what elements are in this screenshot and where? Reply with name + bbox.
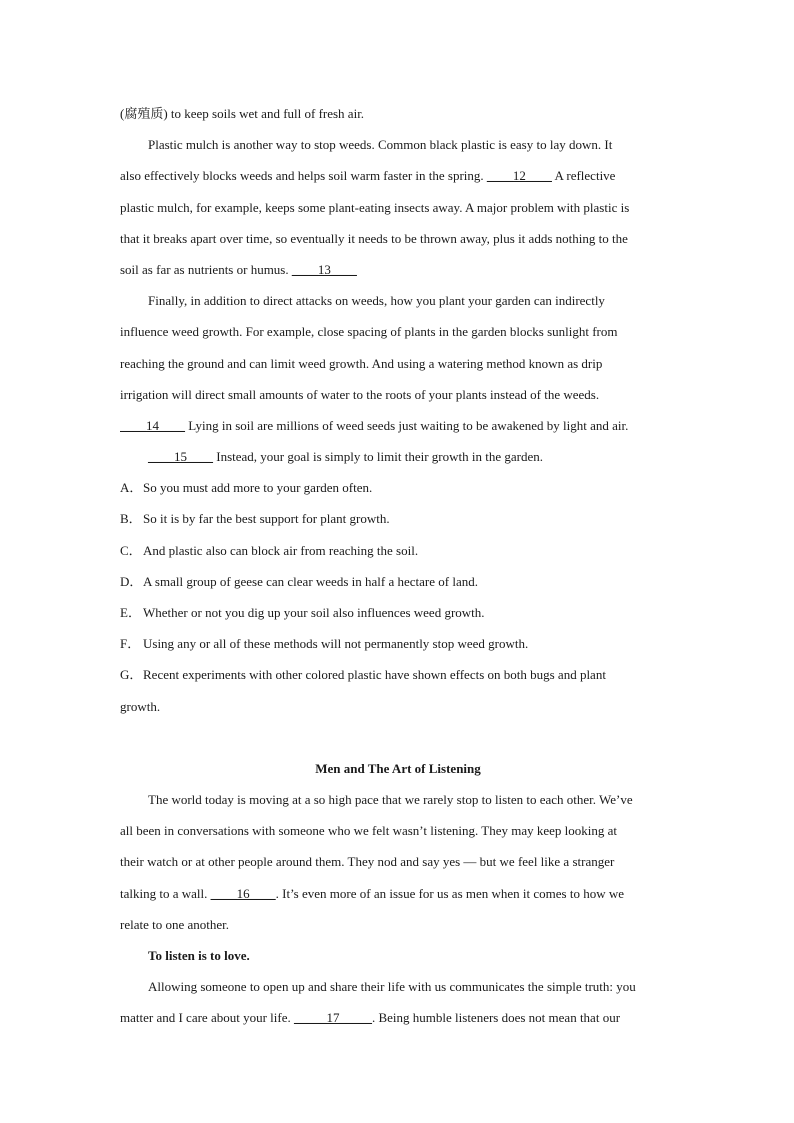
option-g-continuation: growth. [120, 698, 161, 714]
passage-title: Men and The Art of Listening [315, 760, 481, 776]
option-a [120, 472, 676, 503]
option-text: Using any or all of these methods will not permanently stop weed growth. [143, 636, 529, 652]
option-label: G． [120, 667, 143, 683]
paragraph-line: Allowing someone to open up and share their life with us communicates the simple truth: you [148, 979, 636, 995]
blank-17: _____17_____ [293, 1010, 372, 1026]
option-c [120, 535, 676, 566]
option-text: So it is by far the best support for plant growth. [143, 511, 390, 527]
option-label: A． [120, 480, 143, 496]
paragraph-line: The world today is moving at a so high pace that we rarely stop to listen to each other. We’ve [148, 791, 633, 807]
paragraph-line: relate to one another. [120, 916, 230, 932]
blank-15: ____15____ [148, 449, 213, 465]
option-text: Recent experiments with other colored plastic have shown effects on both bugs and plant [143, 667, 606, 683]
option-label: C． [120, 542, 142, 558]
option-g [120, 659, 676, 690]
option-f [120, 628, 676, 659]
line-text: . It’s even more of an issue for us as men when it comes to how we [275, 885, 625, 901]
paragraph-line [120, 254, 676, 285]
option-text: So you must add more to your garden often. [143, 480, 373, 496]
paragraph-line [120, 878, 676, 909]
line-text: matter and I care about your life. [120, 1010, 294, 1026]
option-text: Whether or not you dig up your soil also influences weed growth. [143, 605, 485, 620]
paragraph-line [120, 1002, 676, 1033]
option-label: B． [120, 511, 142, 527]
option-e [120, 597, 676, 628]
line-text: also effectively blocks weeds and helps soil warm faster in the spring. [120, 168, 487, 184]
line-text: soil as far as nutrients or humus. [120, 261, 292, 277]
line-text: Instead, your goal is simply to limit their growth in the garden. [213, 449, 544, 465]
paragraph-line [120, 441, 676, 472]
paragraph-line: all been in conversations with someone who we felt wasn’t listening. They may keep looking at [120, 823, 618, 839]
option-label: E． [120, 605, 141, 620]
section-heading: To listen is to love. [148, 947, 250, 963]
blank-13: ____13____ [291, 261, 357, 277]
option-b [120, 503, 676, 534]
paragraph-line: (腐殖质) to keep soils wet and full of fresh air. [120, 106, 365, 121]
line-text: A reflective [551, 168, 616, 184]
paragraph-line: plastic mulch, for example, keeps some plant-eating insects away. A major problem with plastic is [120, 199, 630, 215]
paragraph-line: reaching the ground and can limit weed growth. And using a watering method known as drip [120, 355, 603, 371]
option-label: F． [120, 636, 141, 652]
blank-12: ____12____ [486, 168, 552, 184]
paragraph-line: Finally, in addition to direct attacks on weeds, how you plant your garden can indirectly [148, 293, 605, 309]
paragraph-line [120, 160, 676, 191]
line-text: . Being humble listeners does not mean that our [371, 1010, 621, 1026]
blank-14: ____14____ [120, 417, 185, 433]
line-text: Lying in soil are millions of weed seeds just waiting to be awakened by light and air. [185, 417, 629, 433]
paragraph-line: Plastic mulch is another way to stop weeds. Common black plastic is easy to lay down. It [148, 137, 613, 153]
paragraph-line: irrigation will direct small amounts of water to the roots of your plants instead of the weeds. [120, 386, 600, 402]
paragraph-line: their watch or at other people around them. They nod and say yes — but we feel like a stranger [120, 854, 615, 870]
option-text: A small group of geese can clear weeds in half a hectare of land. [143, 573, 478, 589]
paragraph-line: that it breaks apart over time, so eventually it needs to be thrown away, plus it adds nothing to the [120, 230, 628, 246]
blank-16: ____16____ [210, 885, 276, 901]
option-text: And plastic also can block air from reaching the soil. [143, 542, 419, 558]
option-d [120, 566, 676, 597]
paragraph-line [120, 410, 676, 441]
line-text: talking to a wall. [120, 885, 211, 901]
document-page [120, 98, 676, 1033]
option-label: D． [120, 573, 143, 589]
paragraph-line: influence weed growth. For example, close spacing of plants in the garden blocks sunlight from [120, 324, 618, 340]
